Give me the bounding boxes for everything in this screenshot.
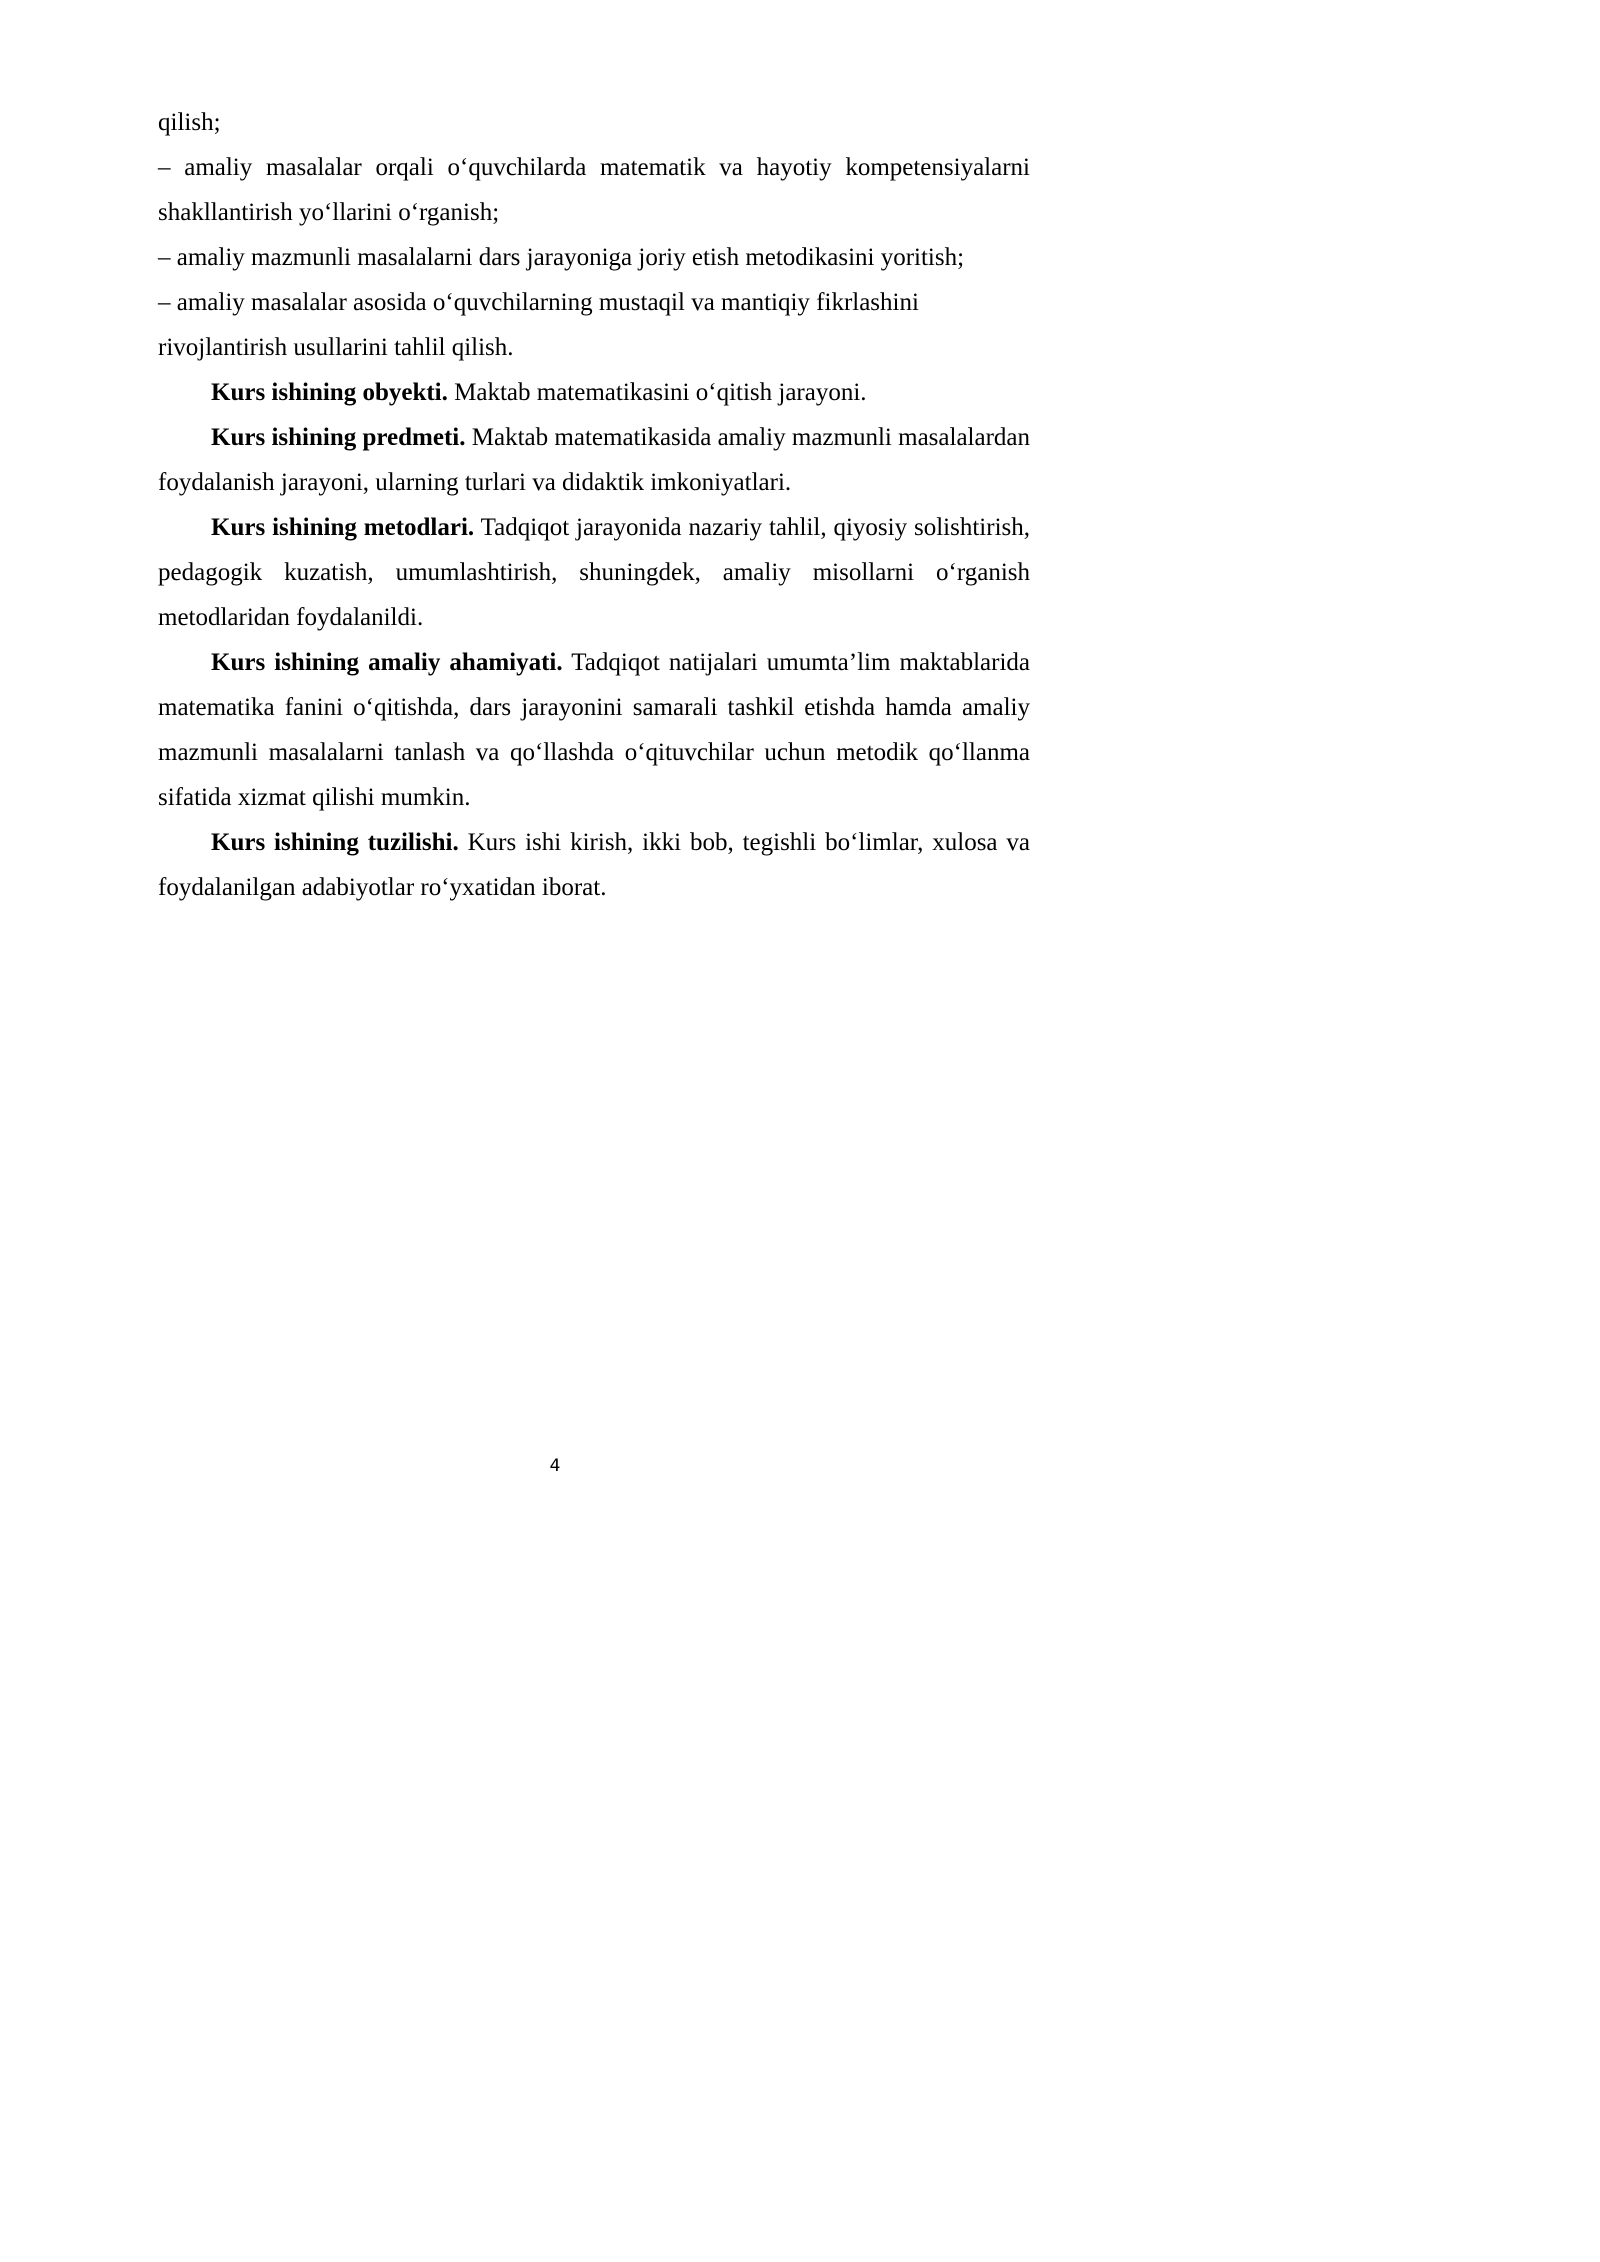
task-item-competencies: – amaliy masalalar orqali o‘quvchilarda matematik va hayotiy kompetensiyalarni shakllantirish yo‘llarini o‘rganish; bbox=[158, 154, 1030, 226]
section-significance-term: Kurs ishining amaliy ahamiyati. bbox=[211, 649, 563, 676]
page-body bbox=[158, 100, 1030, 910]
section-subject-term: Kurs ishining predmeti. bbox=[211, 424, 466, 451]
task-item-thinking: – amaliy masalalar asosida o‘quvchilarning mustaqil va mantiqiy fikrlashini rivojlantirish usullarini tahlil qilish. bbox=[158, 289, 919, 361]
page-number: 4 bbox=[549, 1456, 561, 1476]
section-object-text: Maktab matematikasini o‘qitish jarayoni. bbox=[454, 379, 867, 406]
section-structure-term: Kurs ishining tuzilishi. bbox=[211, 829, 459, 856]
section-structure bbox=[158, 820, 1030, 910]
section-methods bbox=[158, 505, 1030, 640]
document-page bbox=[0, 0, 1110, 1571]
section-subject bbox=[158, 415, 1030, 505]
section-significance bbox=[158, 640, 1030, 820]
task-item-methodology: – amaliy mazmunli masalalarni dars jarayoniga joriy etish metodikasini yoritish; bbox=[158, 244, 965, 271]
intro-tail: qilish; bbox=[158, 109, 221, 136]
section-object-term: Kurs ishining obyekti. bbox=[211, 379, 448, 406]
section-methods-term: Kurs ishining metodlari. bbox=[211, 514, 475, 541]
section-methods-text: Tadqiqot jarayonida nazariy tahlil, qiyosiy solishtirish, pedagogik kuzatish, umumlashtirish, shuningdek, amaliy misollarni o‘rganish metodlaridan foydalanildi. bbox=[158, 514, 1031, 631]
section-subject-text: Maktab matematikasida amaliy mazmunli masalalardan foydalanish jarayoni, ularning turlari va didaktik imkoniyatlari. bbox=[158, 424, 1031, 496]
section-significance-text: Tadqiqot natijalari umumta’lim maktablarida matematika fanini o‘qitishda, dars jarayonini samarali tashkil etishda hamda amaliy mazmunli masalalarni tanlash va qo‘llashda o‘qituvchilar uchun metodik qo‘llanma sifatida xizmat qilishi mumkin. bbox=[158, 649, 1030, 811]
section-structure-text: Kurs ishi kirish, ikki bob, tegishli bo‘limlar, xulosa va foydalanilgan adabiyotlar ro‘yxatidan iborat. bbox=[158, 829, 1030, 901]
section-object bbox=[158, 370, 1030, 415]
